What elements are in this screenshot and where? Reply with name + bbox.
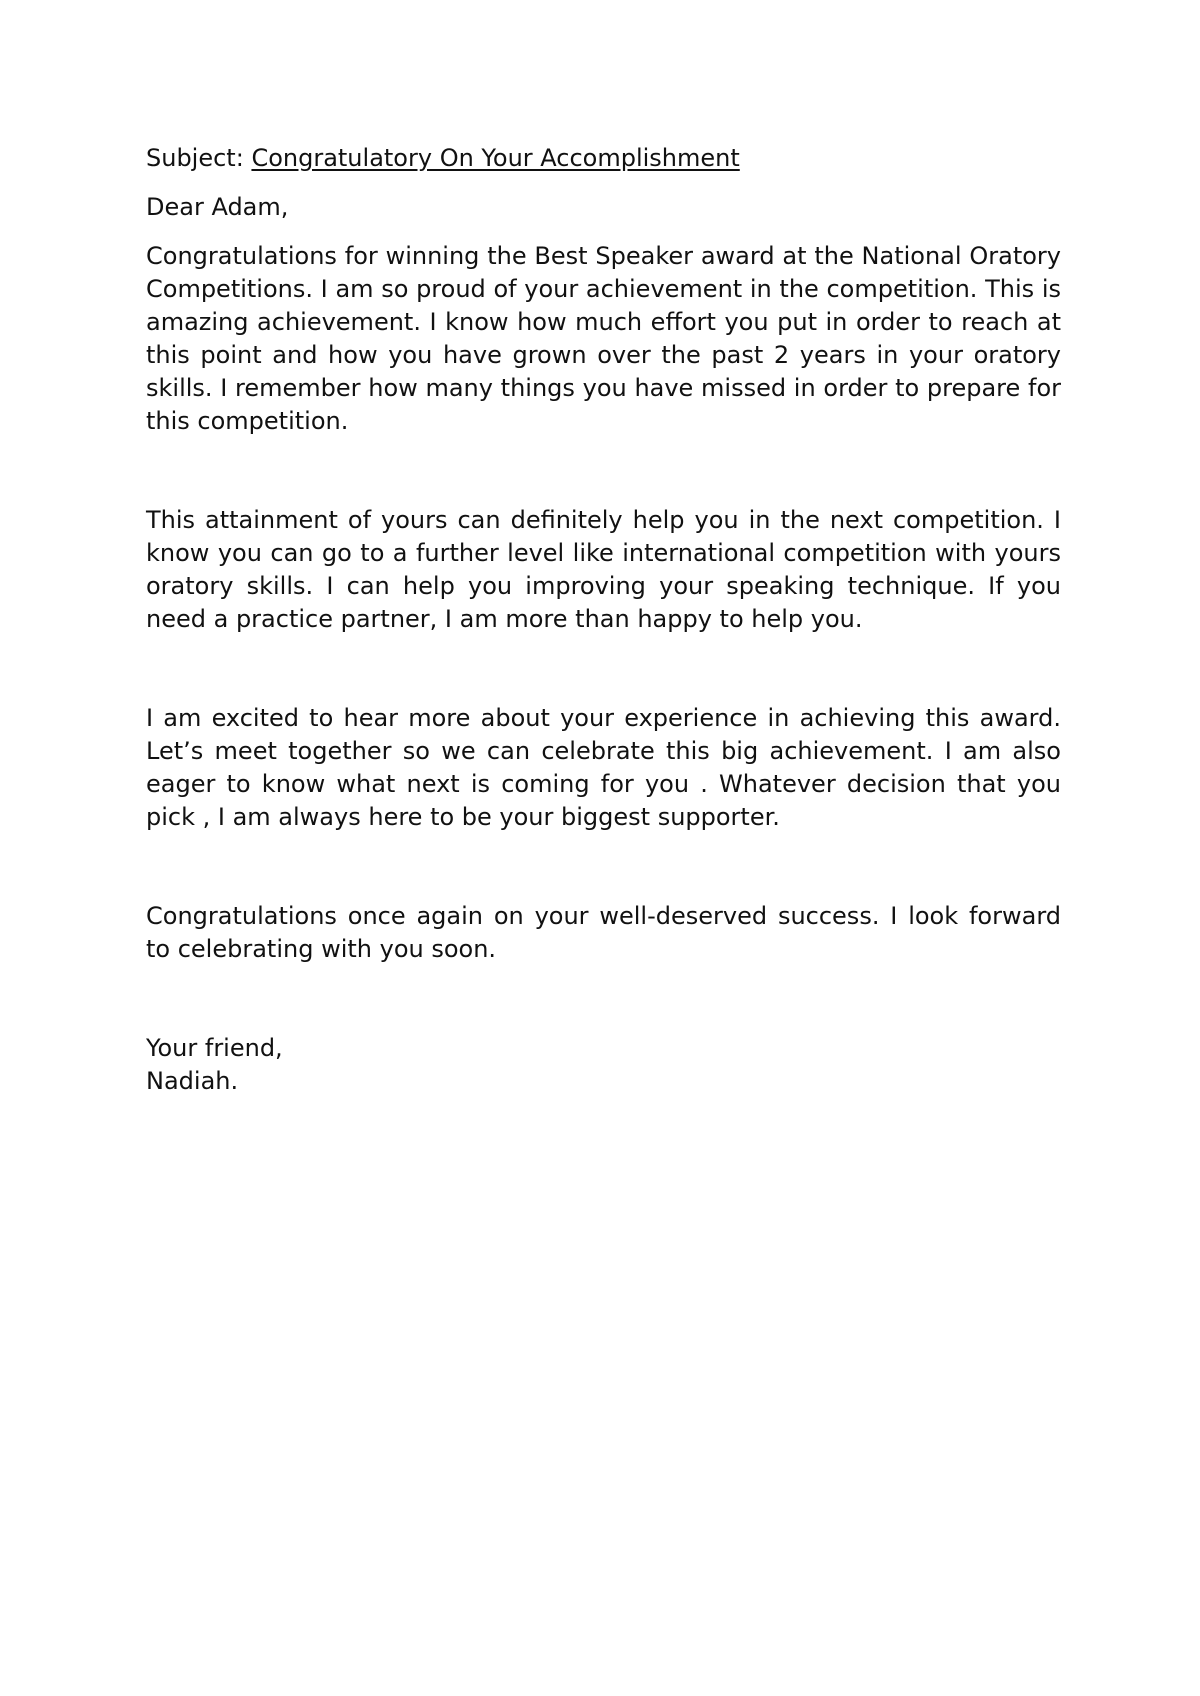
letter-body (146, 142, 1061, 1098)
paragraph: Congratulations once again on your well-deserved success. I look forward to celebrating with you soon. (146, 902, 1061, 963)
paragraph: This attainment of yours can definitely help you in the next competition. I know you can go to a further level like international competition with yours oratory skills. I can help you improving your speaking technique. If you need a practice partner, I am more than happy to help you. (146, 506, 1061, 633)
paragraph: Congratulations for winning the Best Speaker award at the National Oratory Competitions. I am so proud of your achievement in the competition. This is amazing achievement. I know how much effort you put in order to reach at this point and how you have grown over the past 2 years in your oratory skills. I remember how many things you have missed in order to prepare for this competition. (146, 242, 1061, 435)
closing: Your friend, (146, 1034, 283, 1062)
greeting: Dear Adam, (146, 193, 289, 221)
subject-line (146, 142, 1061, 175)
subject-value: Congratulatory On Your Accomplishment (251, 144, 740, 172)
subject-label: Subject: (146, 144, 252, 172)
paragraph: I am excited to hear more about your experience in achieving this award. Let’s meet together so we can celebrate this big achievement. I am also eager to know what next is coming for you . Whatever decision that you pick , I am always here to be your biggest supporter. (146, 704, 1061, 831)
signature: Nadiah. (146, 1067, 239, 1095)
